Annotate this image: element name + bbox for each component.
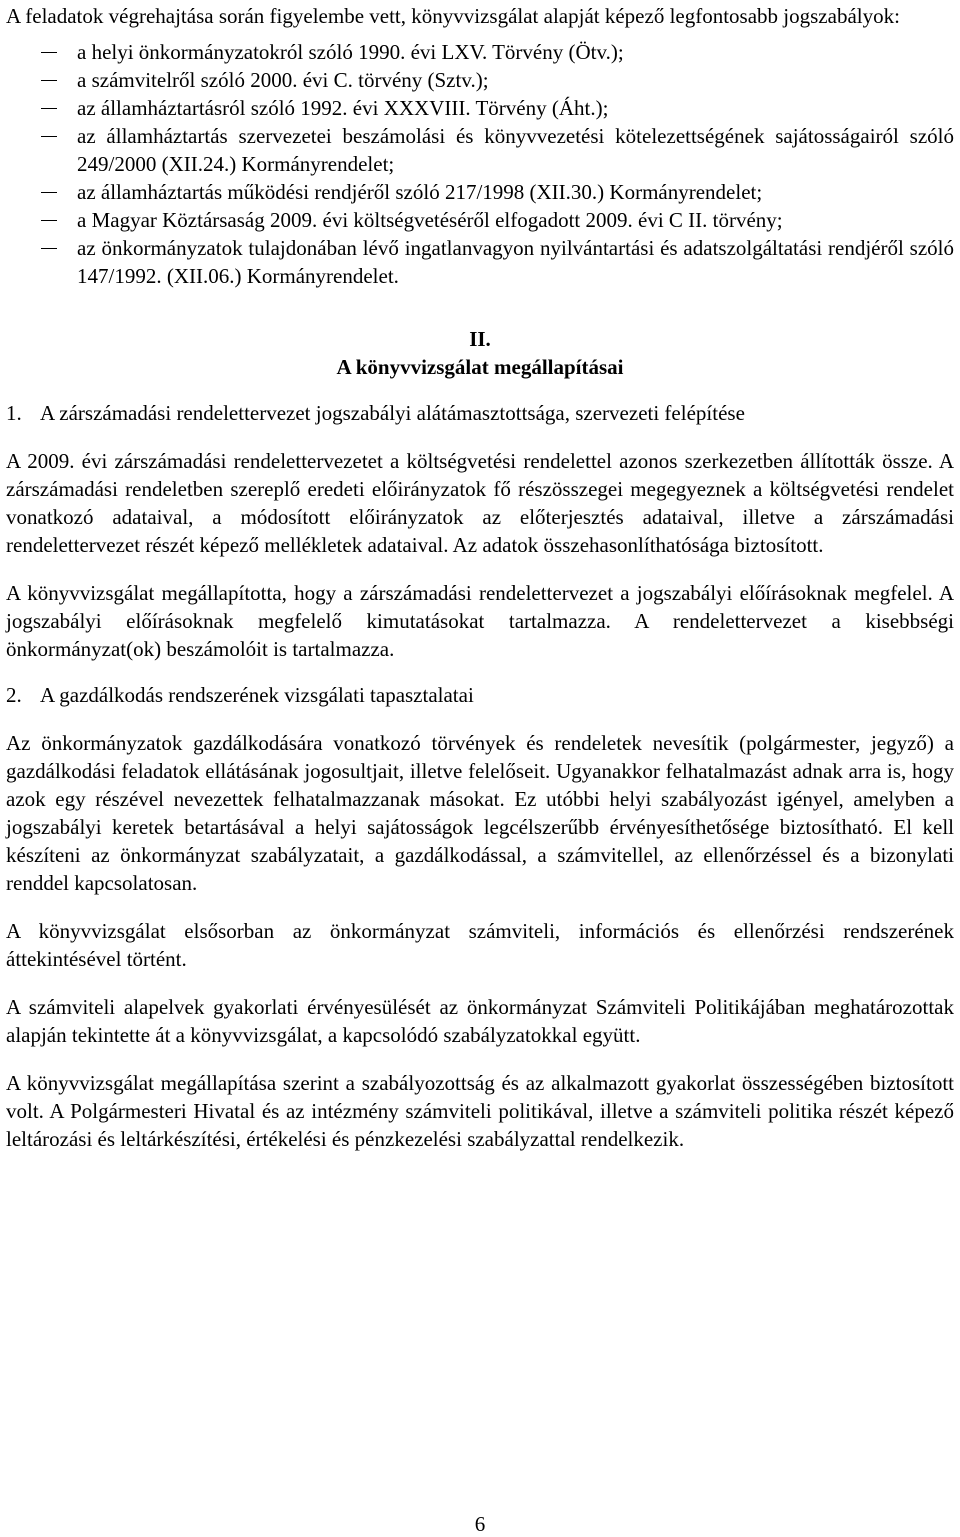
subsection-2-title: A gazdálkodás rendszerének vizsgálati tapasztalatai — [40, 683, 474, 707]
law-list — [6, 38, 954, 290]
law-list-item — [6, 234, 954, 290]
law-list-item — [6, 38, 954, 66]
law-list-item — [6, 206, 954, 234]
law-text: a számvitelről szóló 2000. évi C. törvény (Sztv.); — [77, 68, 489, 92]
law-list-item — [6, 122, 954, 178]
subsection-1-heading — [6, 399, 954, 427]
dash-bullet-icon — [41, 248, 57, 249]
body-paragraph: A könyvvizsgálat elsősorban az önkormányzat számviteli, információs és ellenőrzési rendszerének áttekintésével történt. — [6, 919, 954, 971]
body-paragraph: A 2009. évi zárszámadási rendelettervezetet a költségvetési rendelettel azonos szerkezetben állították össze. A zárszámadási rendeletben szereplő eredeti előirányzatok fő részösszegei megegyeznek a költségvetési rendelet vonatkozó adataival, a módosított előirányzatok az előterjesztés adataival, illetve a zárszámadási rendelettervezet részét képező mellékletek adataival. Az adatok összehasonlíthatósága biztosított. — [6, 449, 954, 557]
law-text: az államháztartás szervezetei beszámolási és könyvvezetési kötelezettségének sajátosságairól szóló 249/2000 (XII.24.) Kormányrendelet; — [77, 124, 954, 176]
dash-bullet-icon — [41, 108, 57, 109]
law-text: az államháztartásról szóló 1992. évi XXXVIII. Törvény (Áht.); — [77, 96, 609, 120]
subsection-1-title: A zárszámadási rendelettervezet jogszabályi alátámasztottsága, szervezeti felépítése — [40, 401, 745, 425]
law-list-item — [6, 94, 954, 122]
law-text: a Magyar Köztársaság 2009. évi költségvetéséről elfogadott 2009. évi C II. törvény; — [77, 208, 783, 232]
page-number: 6 — [474, 1512, 486, 1536]
body-paragraph: A könyvvizsgálat megállapítása szerint a szabályozottság és az alkalmazott gyakorlat összességében biztosított volt. A Polgármesteri Hivatal és az intézmény számviteli politikával, illetve a számviteli politika részét képező leltározási és leltárkészítési, értékelési és pénzkezelési szabályzattal rendelkezik. — [6, 1071, 954, 1151]
subsection-2-heading — [6, 681, 954, 709]
law-text: az államháztartás működési rendjéről szóló 217/1998 (XII.30.) Kormányrendelet; — [77, 180, 763, 204]
page-content — [6, 2, 954, 1153]
law-text: az önkormányzatok tulajdonában lévő ingatlanvagyon nyilvántartási és adatszolgáltatási rendjéről szóló 147/1992. (XII.06.) Kormányrendelet. — [77, 236, 954, 288]
dash-bullet-icon — [41, 52, 57, 53]
dash-bullet-icon — [41, 192, 57, 193]
law-list-item — [6, 178, 954, 206]
law-list-item — [6, 66, 954, 94]
body-paragraph: A könyvvizsgálat megállapította, hogy a zárszámadási rendelettervezet a jogszabályi előírásoknak megfelel. A jogszabályi előírásoknak megfelelő kimutatásokat tartalmazza. A rendelettervezet a kisebbségi önkormányzat(ok) beszámolóit is tartalmazza. — [6, 581, 954, 661]
dash-bullet-icon — [41, 220, 57, 221]
law-text: a helyi önkormányzatokról szóló 1990. évi LXV. Törvény (Ötv.); — [77, 40, 624, 64]
intro-paragraph: A feladatok végrehajtása során figyelembe vett, könyvvizsgálat alapját képező legfontosabb jogszabályok: — [6, 4, 900, 28]
subsection-2-number: 2. — [6, 683, 22, 707]
section-number: II. — [469, 327, 491, 351]
dash-bullet-icon — [41, 80, 57, 81]
subsection-1-number: 1. — [6, 401, 22, 425]
body-paragraph: Az önkormányzatok gazdálkodására vonatkozó törvények és rendeletek nevesítik (polgármester, jegyző) a gazdálkodási feladatok ellátásának jogosultjait, illetve felelőseit. Ugyanakkor felhatalmazást adnak arra is, hogy azok egy részével nevezettek felhatalmazzanak másokat. Ez utóbbi helyi szabályozást igényel, amelyben a jogszabályi keretek betartásával a helyi sajátosságok legcélszerűbb érvényesíthetősége biztosítható. El kell készíteni az önkormányzat szabályzatait, a gazdálkodással, a számvitellel, az ellenőrzéssel és a bizonylati renddel kapcsolatosan. — [6, 731, 954, 895]
section-title: A könyvvizsgálat megállapításai — [336, 355, 624, 379]
dash-bullet-icon — [41, 136, 57, 137]
body-paragraph: A számviteli alapelvek gyakorlati érvényesülését az önkormányzat Számviteli Politikájában meghatározottak alapján tekintette át a könyvvizsgálat, a kapcsolódó szabályzatokkal együtt. — [6, 995, 954, 1047]
